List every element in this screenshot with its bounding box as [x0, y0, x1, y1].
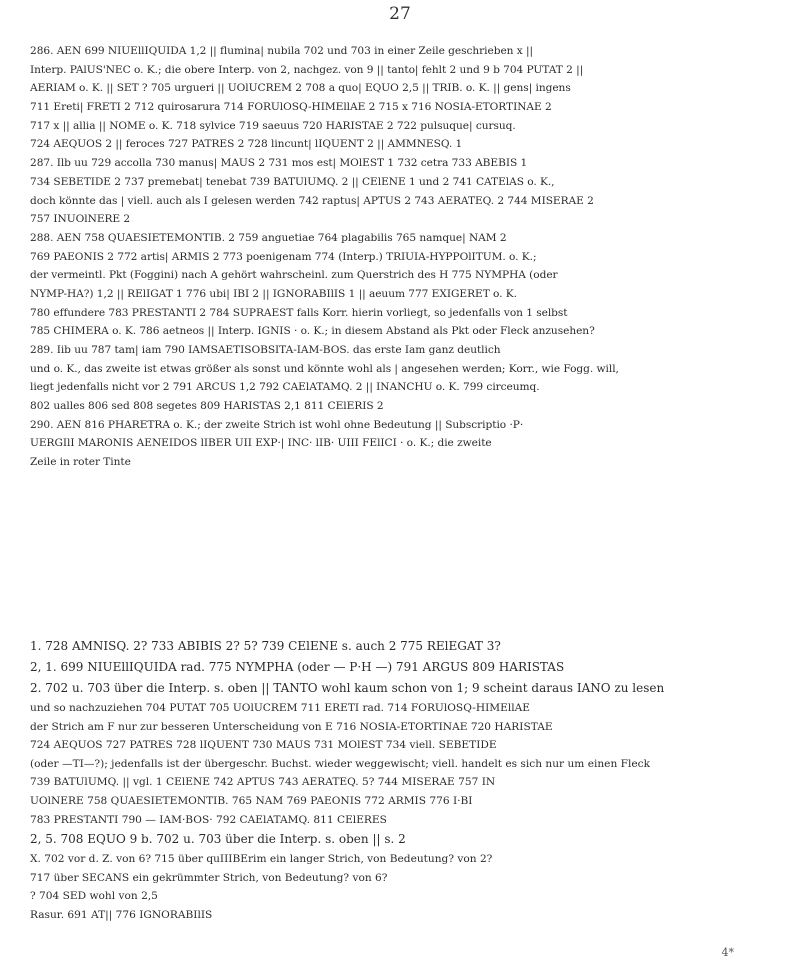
page-number: 27 [389, 4, 411, 24]
apparatus-line: 802 ualles 806 sed 808 segetes 809 HARISTAS 2,1 811 CElERIS 2 [30, 400, 384, 413]
apparatus-line: 724 AEQUOS 2 || feroces 727 PATRES 2 728 lincunt| lIQUENT 2 || AMMNESQ. 1 [30, 138, 463, 151]
apparatus-line: und o. K., das zweite ist etwas größer als sonst und könnte wohl als | angesehen werden; Korr., wie Fogg. will, [30, 362, 619, 375]
note-line: 717 über SECANS ein gekrümmter Strich, von Bedeutung? von 6? [30, 871, 388, 884]
note-line: 2, 1. 699 NIUEllIQUIDA rad. 775 NYMPHA (oder — P·H —) 791 ARGUS 809 HARISTAS [30, 660, 565, 674]
note-line: der Strich am F nur zur besseren Unterscheidung von E 716 NOSIA-ETORTINAE 720 HARISTAE [30, 720, 553, 733]
apparatus-line: liegt jedenfalls nicht vor 2 791 ARCUS 1,2 792 CAElATAMQ. 2 || INANCHU o. K. 799 circeumq. [30, 381, 540, 394]
apparatus-line: UERGIlI MARONIS AENEIDOS lIBER UII EXP·| INC· lIB· UIII FElICI · o. K.; die zweite [30, 437, 492, 450]
note-line: 724 AEQUOS 727 PATRES 728 lIQUENT 730 MAUS 731 MOlEST 734 viell. SEBETIDE [30, 739, 497, 752]
apparatus-line: AERIAM o. K. || SET ? 705 urgueri || UOlUCREM 2 708 a quo| EQUO 2,5 || TRIB. o. K. || gens| ingens [30, 82, 571, 95]
apparatus-line: 287. Ilb uu 729 accolla 730 manus| MAUS 2 731 mos est| MOlEST 1 732 cetra 733 ABEBIS 1 [30, 157, 528, 170]
apparatus-line: 289. Iib uu 787 tam| iam 790 IAMSAETISOBSITA-IAM-BOS. das erste Iam ganz deutlich [30, 344, 501, 356]
apparatus-line: 286. AEN 699 NIUEllIQUIDA 1,2 || flumina| nubila 702 und 703 in einer Zeile geschrieben x || [30, 45, 534, 57]
note-line: ? 704 SED wohl von 2,5 [30, 890, 158, 903]
apparatus-line: 769 PAEONIS 2 772 artis| ARMIS 2 773 poenigenam 774 (Interp.) TRIUIA-HYPPOlITUM. o. K.; [30, 250, 537, 263]
note-line: 1. 728 AMNISQ. 2? 733 ABIBIS 2? 5? 739 CElENE s. auch 2 775 RElEGAT 3? [30, 639, 501, 653]
note-line: und so nachzuziehen 704 PUTAT 705 UOlUCREM 711 ERETI rad. 714 FORUlOSQ-HIMEllAE [30, 702, 531, 714]
note-line: 739 BATUlUMQ. || vgl. 1 CElENE 742 APTUS 743 AERATEQ. 5? 744 MISERAE 757 IN [30, 776, 496, 789]
apparatus-line: Interp. PAlUS'NEC o. K.; die obere Interp. von 2, nachgez. von 9 || tanto| fehlt 2 und 9 b 704 PUTAT 2 || [30, 63, 584, 76]
apparatus-line: 711 Ereti| FRETI 2 712 quirosarura 714 FORUlOSQ-HIMEllAE 2 715 x 716 NOSIA-ETORTINAE 2 [30, 101, 552, 114]
apparatus-line: 290. AEN 816 PHARETRA o. K.; der zweite Strich ist wohl ohne Bedeutung || Subscriptio ·P· [30, 418, 524, 431]
note-line: 2, 5. 708 EQUO 9 b. 702 u. 703 über die Interp. s. oben || s. 2 [30, 832, 406, 847]
apparatus-line: doch könnte das | viell. auch als I gelesen werden 742 raptus| APTUS 2 743 AERATEQ. 2 744 MISERAE 2 [30, 194, 594, 207]
apparatus-line: NYMP-HA?) 1,2 || RElIGAT 1 776 ubi| IBI 2 || IGNORABIlIS 1 || aeuum 777 EXIGERET o. K. [30, 287, 517, 300]
apparatus-line: 717 x || allia || NOME o. K. 718 sylvice 719 saeuus 720 HARISTAE 2 722 pulsuque| cursuq. [30, 119, 516, 132]
apparatus-line: 288. AEN 758 QUAESIETEMONTIB. 2 759 anguetiae 764 plagabilis 765 namque| NAM 2 [30, 231, 507, 244]
signature-mark: 4* [721, 946, 734, 959]
note-line: 2. 702 u. 703 über die Interp. s. oben || TANTO wohl kaum schon von 1; 9 scheint daraus IANO zu lesen [30, 681, 665, 695]
note-line: Rasur. 691 AT|| 776 IGNORABIlIS [30, 908, 213, 921]
note-line: X. 702 vor d. Z. von 6? 715 über quIIIBErim ein langer Strich, von Bedeutung? von 2? [30, 853, 493, 866]
note-line: UOlNERE 758 QUAESIETEMONTIB. 765 NAM 769 PAEONIS 772 ARMIS 776 I·BI [30, 794, 473, 807]
critical-apparatus [30, 42, 770, 472]
note-line: (oder —TI—?); jedenfalls ist der übergeschr. Buchst. wieder weggewischt; viell. handelt es sich nur um einen Fleck [30, 757, 650, 770]
apparatus-line: 734 SEBETIDE 2 737 premebat| tenebat 739 BATUlUMQ. 2 || CElENE 1 und 2 741 CATElAS o. K., [30, 175, 555, 188]
apparatus-line: der vermeintl. Pkt (Foggini) nach A gehört wahrscheinl. zum Querstrich des H 775 NYMPHA (oder [30, 269, 558, 282]
hand-notes [30, 636, 770, 925]
note-line: 783 PRESTANTI 790 — IAM·BOS· 792 CAElATAMQ. 811 CElERES [30, 813, 387, 826]
apparatus-line: 780 effundere 783 PRESTANTI 2 784 SUPRAEST falls Korr. hierin vorliegt, so jedenfalls von 1 selbst [30, 306, 568, 319]
apparatus-line: 785 CHIMERA o. K. 786 aetneos || Interp. IGNIS · o. K.; in diesem Abstand als Pkt oder Fleck anzusehen? [30, 325, 595, 338]
apparatus-line: Zeile in roter Tinte [30, 456, 131, 469]
apparatus-line: 757 INUOlNERE 2 [30, 213, 131, 226]
